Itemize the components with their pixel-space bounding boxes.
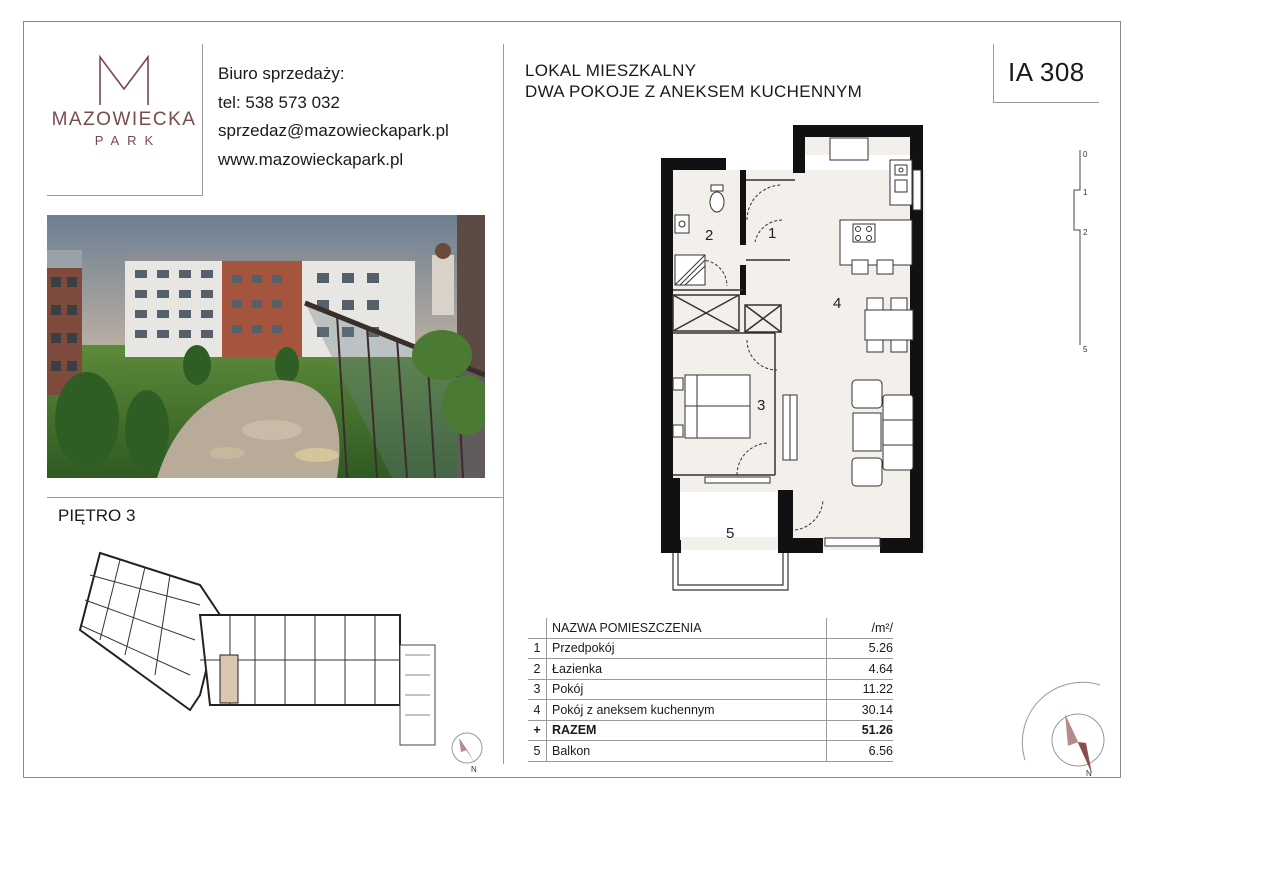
divider-logo bbox=[202, 44, 203, 196]
floor-key-plan bbox=[60, 545, 500, 775]
scale-label-0: 0 bbox=[1083, 150, 1088, 159]
row-name: Pokój bbox=[547, 679, 827, 700]
row-area: 51.26 bbox=[827, 720, 894, 741]
compass-small-n: N bbox=[471, 765, 477, 774]
table-row bbox=[528, 638, 893, 659]
compass-small-icon bbox=[449, 730, 489, 775]
compass-icon bbox=[1020, 680, 1120, 780]
divider-code bbox=[993, 44, 994, 102]
contact-heading: Biuro sprzedaży: bbox=[218, 64, 345, 83]
room-number-2: 2 bbox=[705, 227, 714, 244]
logo-m-icon bbox=[98, 55, 150, 107]
contact-phone: tel: 538 573 032 bbox=[218, 92, 340, 112]
row-no: 3 bbox=[528, 679, 547, 700]
room-number-3: 3 bbox=[757, 397, 766, 414]
room-number-1: 1 bbox=[768, 225, 777, 242]
contact-email[interactable]: sprzedaz@mazowieckapark.pl bbox=[218, 121, 449, 140]
table-row bbox=[528, 700, 893, 721]
building-rendering bbox=[47, 215, 485, 478]
contact-website[interactable]: www.mazowieckapark.pl bbox=[218, 149, 404, 169]
brand-sub: PARK bbox=[94, 133, 162, 148]
apartment-type-line1: LOKAL MIESZKALNY bbox=[525, 61, 697, 80]
apartment-type bbox=[525, 60, 862, 102]
scale-label-1: 1 bbox=[1083, 188, 1088, 197]
row-area: 11.22 bbox=[827, 679, 894, 700]
apartment-code: IA 308 bbox=[1008, 57, 1085, 87]
divider-code-bottom bbox=[993, 102, 1099, 103]
header-name: NAZWA POMIESZCZENIA bbox=[547, 618, 827, 638]
scale-bar bbox=[1070, 145, 1100, 360]
header-unit: /m²/ bbox=[827, 618, 894, 638]
scale-label-5: 5 bbox=[1083, 345, 1088, 354]
row-no: + bbox=[528, 720, 547, 741]
table-row bbox=[528, 679, 893, 700]
table-header-row bbox=[528, 618, 893, 638]
rooms-table bbox=[528, 618, 893, 762]
table-row bbox=[528, 741, 893, 762]
row-name: Pokój z aneksem kuchennym bbox=[547, 700, 827, 721]
row-name: RAZEM bbox=[547, 720, 827, 741]
room-number-4: 4 bbox=[833, 295, 842, 312]
floor-label: PIĘTRO 3 bbox=[58, 506, 136, 525]
header-no bbox=[528, 618, 547, 638]
row-area: 30.14 bbox=[827, 700, 894, 721]
divider-main bbox=[503, 44, 504, 764]
divider-logo-bottom bbox=[47, 195, 202, 196]
contact-block bbox=[218, 60, 449, 174]
row-name: Balkon bbox=[547, 741, 827, 762]
row-no: 4 bbox=[528, 700, 547, 721]
row-name: Łazienka bbox=[547, 659, 827, 680]
compass-n: N bbox=[1086, 769, 1092, 778]
apartment-type-line2: DWA POKOJE Z ANEKSEM KUCHENNYM bbox=[525, 82, 863, 101]
room-number-5: 5 bbox=[726, 525, 735, 542]
unit-floor-plan bbox=[655, 120, 935, 600]
row-area: 6.56 bbox=[827, 741, 894, 762]
row-no: 2 bbox=[528, 659, 547, 680]
scale-label-2: 2 bbox=[1083, 228, 1088, 237]
row-name: Przedpokój bbox=[547, 638, 827, 659]
brand-name: MAZOWIECKA bbox=[51, 109, 197, 130]
row-area: 4.64 bbox=[827, 659, 894, 680]
divider-left-bottom bbox=[47, 497, 503, 498]
row-no: 5 bbox=[528, 741, 547, 762]
row-no: 1 bbox=[528, 638, 547, 659]
table-row-total bbox=[528, 720, 893, 741]
row-area: 5.26 bbox=[827, 638, 894, 659]
table-row bbox=[528, 659, 893, 680]
brand-logo bbox=[48, 55, 200, 148]
